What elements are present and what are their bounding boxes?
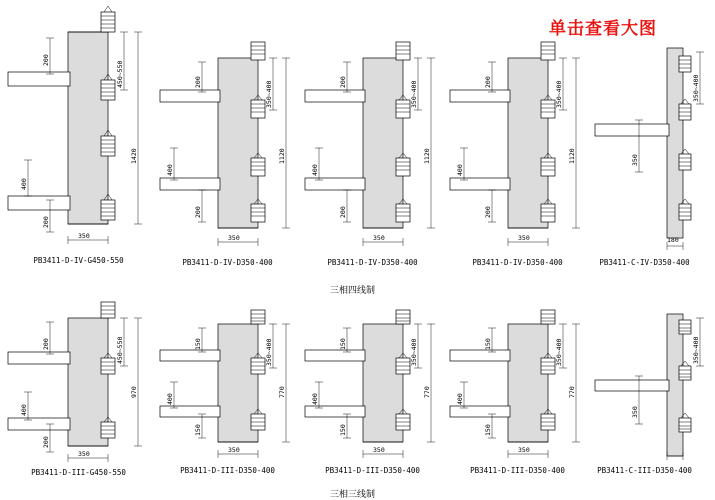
dim-label: 150 [339,338,347,350]
dim-label: 350~400 [265,80,273,108]
dim-label: 180 [667,236,679,244]
diagram-cell-2-2[interactable] [160,310,295,480]
dim-label: 200 [42,216,50,228]
cell-caption: PB3411-D-III-D350-400 [325,466,420,475]
dim-label: 200 [194,206,202,218]
insulator-symbol [396,310,410,324]
dim-label: 970 [130,386,138,398]
dim-label: 350 [228,446,240,454]
diagram-figure [6,300,151,465]
cell-caption: PB3411-D-III-D350-400 [470,466,565,475]
diagram-cell-1-3[interactable] [305,42,440,268]
diagram-cell-1-4[interactable] [450,42,585,268]
cell-caption: PB3411-D-IV-D350-400 [327,258,418,267]
dim-label: 1120 [423,148,431,164]
dim-label: 400 [311,164,319,176]
dim-label: 1120 [568,148,576,164]
dim-label: 200 [484,206,492,218]
dim-label: 350~400 [692,74,700,102]
dim-label: 400 [311,393,319,405]
dim-label: 350 [78,450,90,458]
diagram-cell-1-1[interactable] [6,4,151,266]
dim-label: 350 [518,234,530,242]
insulator-symbol [251,310,265,324]
dim-label: 350~400 [555,338,563,366]
cell-caption: PB3411-C-IV-D350-400 [599,258,690,267]
diagram-figure [450,42,585,254]
dim-label: 1420 [130,148,138,164]
dim-label: 400 [166,164,174,176]
dim-label: 400 [20,404,28,416]
dim-label: 350 [78,232,90,240]
diagram-cell-1-2[interactable] [160,42,295,268]
dim-label: 150 [194,338,202,350]
cell-caption: PB3411-D-III-G450-550 [31,468,126,477]
diagram-cell-2-4[interactable] [450,310,585,480]
diagram-cell-2-5[interactable] [595,310,710,480]
dim-label: 770 [423,386,431,398]
cell-caption: PB3411-D-III-D350-400 [180,466,275,475]
dim-label: 770 [568,386,576,398]
dim-label: 200 [42,436,50,448]
dim-label: 200 [42,338,50,350]
dim-label: 770 [278,386,286,398]
cell-caption: PB3411-D-IV-D350-400 [182,258,273,267]
dim-label: 350~400 [410,338,418,366]
diagram-figure [6,4,151,252]
dim-label: 400 [456,164,464,176]
group-label-1: 三相四线制 [330,286,376,296]
cell-caption: PB3411-D-IV-G450-550 [33,256,124,265]
group-label-2: 三相三线制 [330,490,376,500]
dim-label: 350 [631,154,639,166]
dim-label: 200 [484,76,492,88]
insulator-symbol [101,302,115,318]
dim-label: 350~400 [692,336,700,364]
diagram-figure [160,310,295,462]
cell-caption: PB3411-D-IV-D350-400 [472,258,563,267]
diagram-figure [595,42,710,254]
dim-label: 350 [631,406,639,418]
dim-label: 150 [194,424,202,436]
insulator-symbol [679,320,691,334]
insulator-symbol [396,42,410,60]
insulator-symbol [541,310,555,324]
dim-label: 200 [194,76,202,88]
dim-label: 200 [339,206,347,218]
dim-label: 150 [484,338,492,350]
dim-label: 350 [373,234,385,242]
insulator-symbol [679,56,691,72]
enlarge-image-notice[interactable]: 单击查看大图 [549,19,657,39]
dim-label: 350 [518,446,530,454]
diagram-figure [305,310,440,462]
cell-caption: PB3411-C-III-D350-400 [597,466,692,475]
dim-label: 1120 [278,148,286,164]
diagram-cell-2-3[interactable] [305,310,440,480]
diagram-figure [305,42,440,254]
insulator-symbol [251,42,265,60]
dim-label: 400 [166,393,174,405]
dim-label: 150 [339,424,347,436]
dim-label: 450~550 [116,336,124,364]
diagram-figure [160,42,295,254]
dim-label: 350~400 [555,80,563,108]
dim-label: 350 [228,234,240,242]
dim-label: 350~400 [265,338,273,366]
dim-label: 350~400 [410,80,418,108]
dim-label: 450~550 [116,60,124,88]
dim-label: 400 [456,393,464,405]
diagram-cell-2-1[interactable] [6,300,151,485]
insulator-symbol [101,6,115,32]
diagram-cell-1-5[interactable] [595,42,710,268]
dim-label: 400 [20,178,28,190]
diagram-figure [595,310,710,462]
dim-label: 150 [484,424,492,436]
dim-label: 200 [339,76,347,88]
insulator-symbol [541,42,555,60]
dim-label: 350 [373,446,385,454]
dim-label: 200 [42,54,50,66]
diagram-figure [450,310,585,462]
